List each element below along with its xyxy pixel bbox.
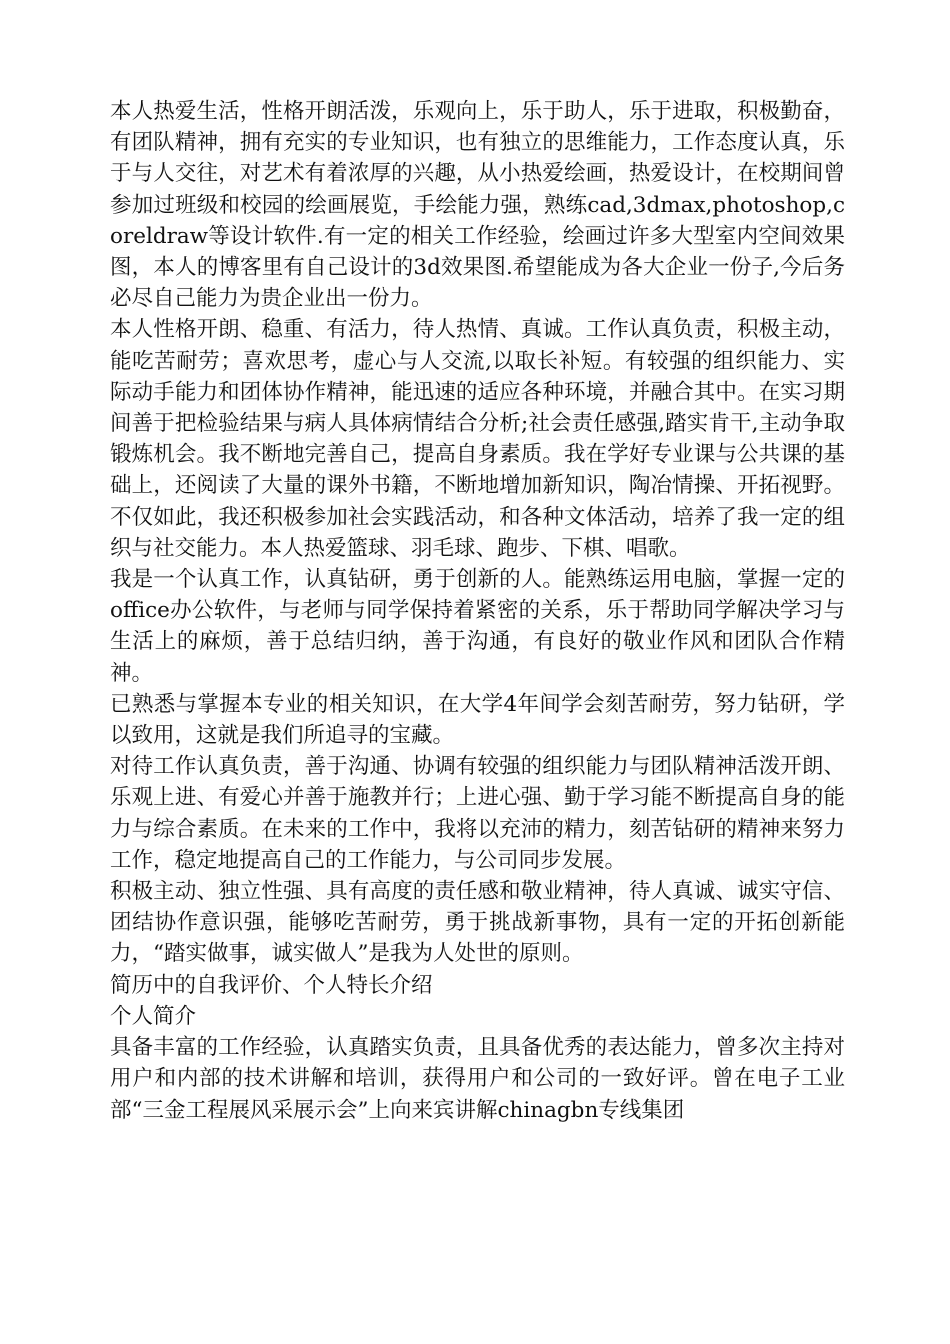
paragraph-self-intro-initiative: 积极主动、独立性强、具有高度的责任感和敬业精神，待人真诚、诚实守信、团结协作意识强，能够吃苦耐劳，勇于挑战新事物，具有一定的开拓创新能力，“踏实做事，诚实做人”是我为人处世的原则。 <box>110 879 845 967</box>
section-heading-profile: 个人简介 <box>110 1003 197 1029</box>
paragraph-self-intro-study: 已熟悉与掌握本专业的相关知识，在大学4年间学会刻苦耐劳，努力钻研，学以致用，这就是我们所追寻的宝藏。 <box>110 691 845 749</box>
paragraph-profile-experience: 具备丰富的工作经验，认真踏实负责，且具备优秀的表达能力，曾多次主持对用户和内部的技术讲解和培训，获得用户和公司的一致好评。曾在电子工业部“三金工程展风采展示会”上向来宾讲解chinagbn专线集团 <box>110 1035 845 1123</box>
paragraph-self-intro-character: 本人性格开朗、稳重、有活力，待人热情、真诚。工作认真负责，积极主动，能吃苦耐劳；喜欢思考，虚心与人交流,以取长补短。有较强的组织能力、实际动手能力和团体协作精神，能迅速的适应各种环境，并融合其中。在实习期间善于把检验结果与病人具体病情结合分析;社会责任感强,踏实肯干,主动争取锻炼机会。我不断地完善自己，提高自身素质。我在学好专业课与公共课的基础上，还阅读了大量的课外书籍，不断地增加新知识，陶冶情操、开拓视野。不仅如此，我还积极参加社会实践活动，和各种文体活动，培养了我一定的组织与社交能力。本人热爱篮球、羽毛球、跑步、下棋、唱歌。 <box>110 317 845 561</box>
document-body <box>110 96 845 1126</box>
paragraph-self-intro-work: 我是一个认真工作，认真钻研，勇于创新的人。能熟练运用电脑，掌握一定的office办公软件，与老师与同学保持着紧密的关系，乐于帮助同学解决学习与生活上的麻烦，善于总结归纳，善于沟通，有良好的敬业作风和团队合作精神。 <box>110 567 845 686</box>
section-heading-evaluation: 简历中的自我评价、个人特长介绍 <box>110 972 433 998</box>
paragraph-self-intro-design: 本人热爱生活，性格开朗活泼，乐观向上，乐于助人，乐于进取，积极勤奋，有团队精神，拥有充实的专业知识，也有独立的思维能力，工作态度认真，乐于与人交往，对艺术有着浓厚的兴趣，从小热爱绘画，热爱设计，在校期间曾参加过班级和校园的绘画展览，手绘能力强，熟练cad,3dmax,photoshop,coreldraw等设计软件.有一定的相关工作经验，绘画过许多大型室内空间效果图，本人的博客里有自己设计的3d效果图.希望能成为各大企业一份子,今后务必尽自己能力为贵企业出一份力。 <box>110 99 845 312</box>
paragraph-self-intro-attitude: 对待工作认真负责，善于沟通、协调有较强的组织能力与团队精神活泼开朗、乐观上进、有爱心并善于施教并行；上进心强、勤于学习能不断提高自身的能力与综合素质。在未来的工作中，我将以充沛的精力，刻苦钻研的精神来努力工作，稳定地提高自己的工作能力，与公司同步发展。 <box>110 754 845 873</box>
